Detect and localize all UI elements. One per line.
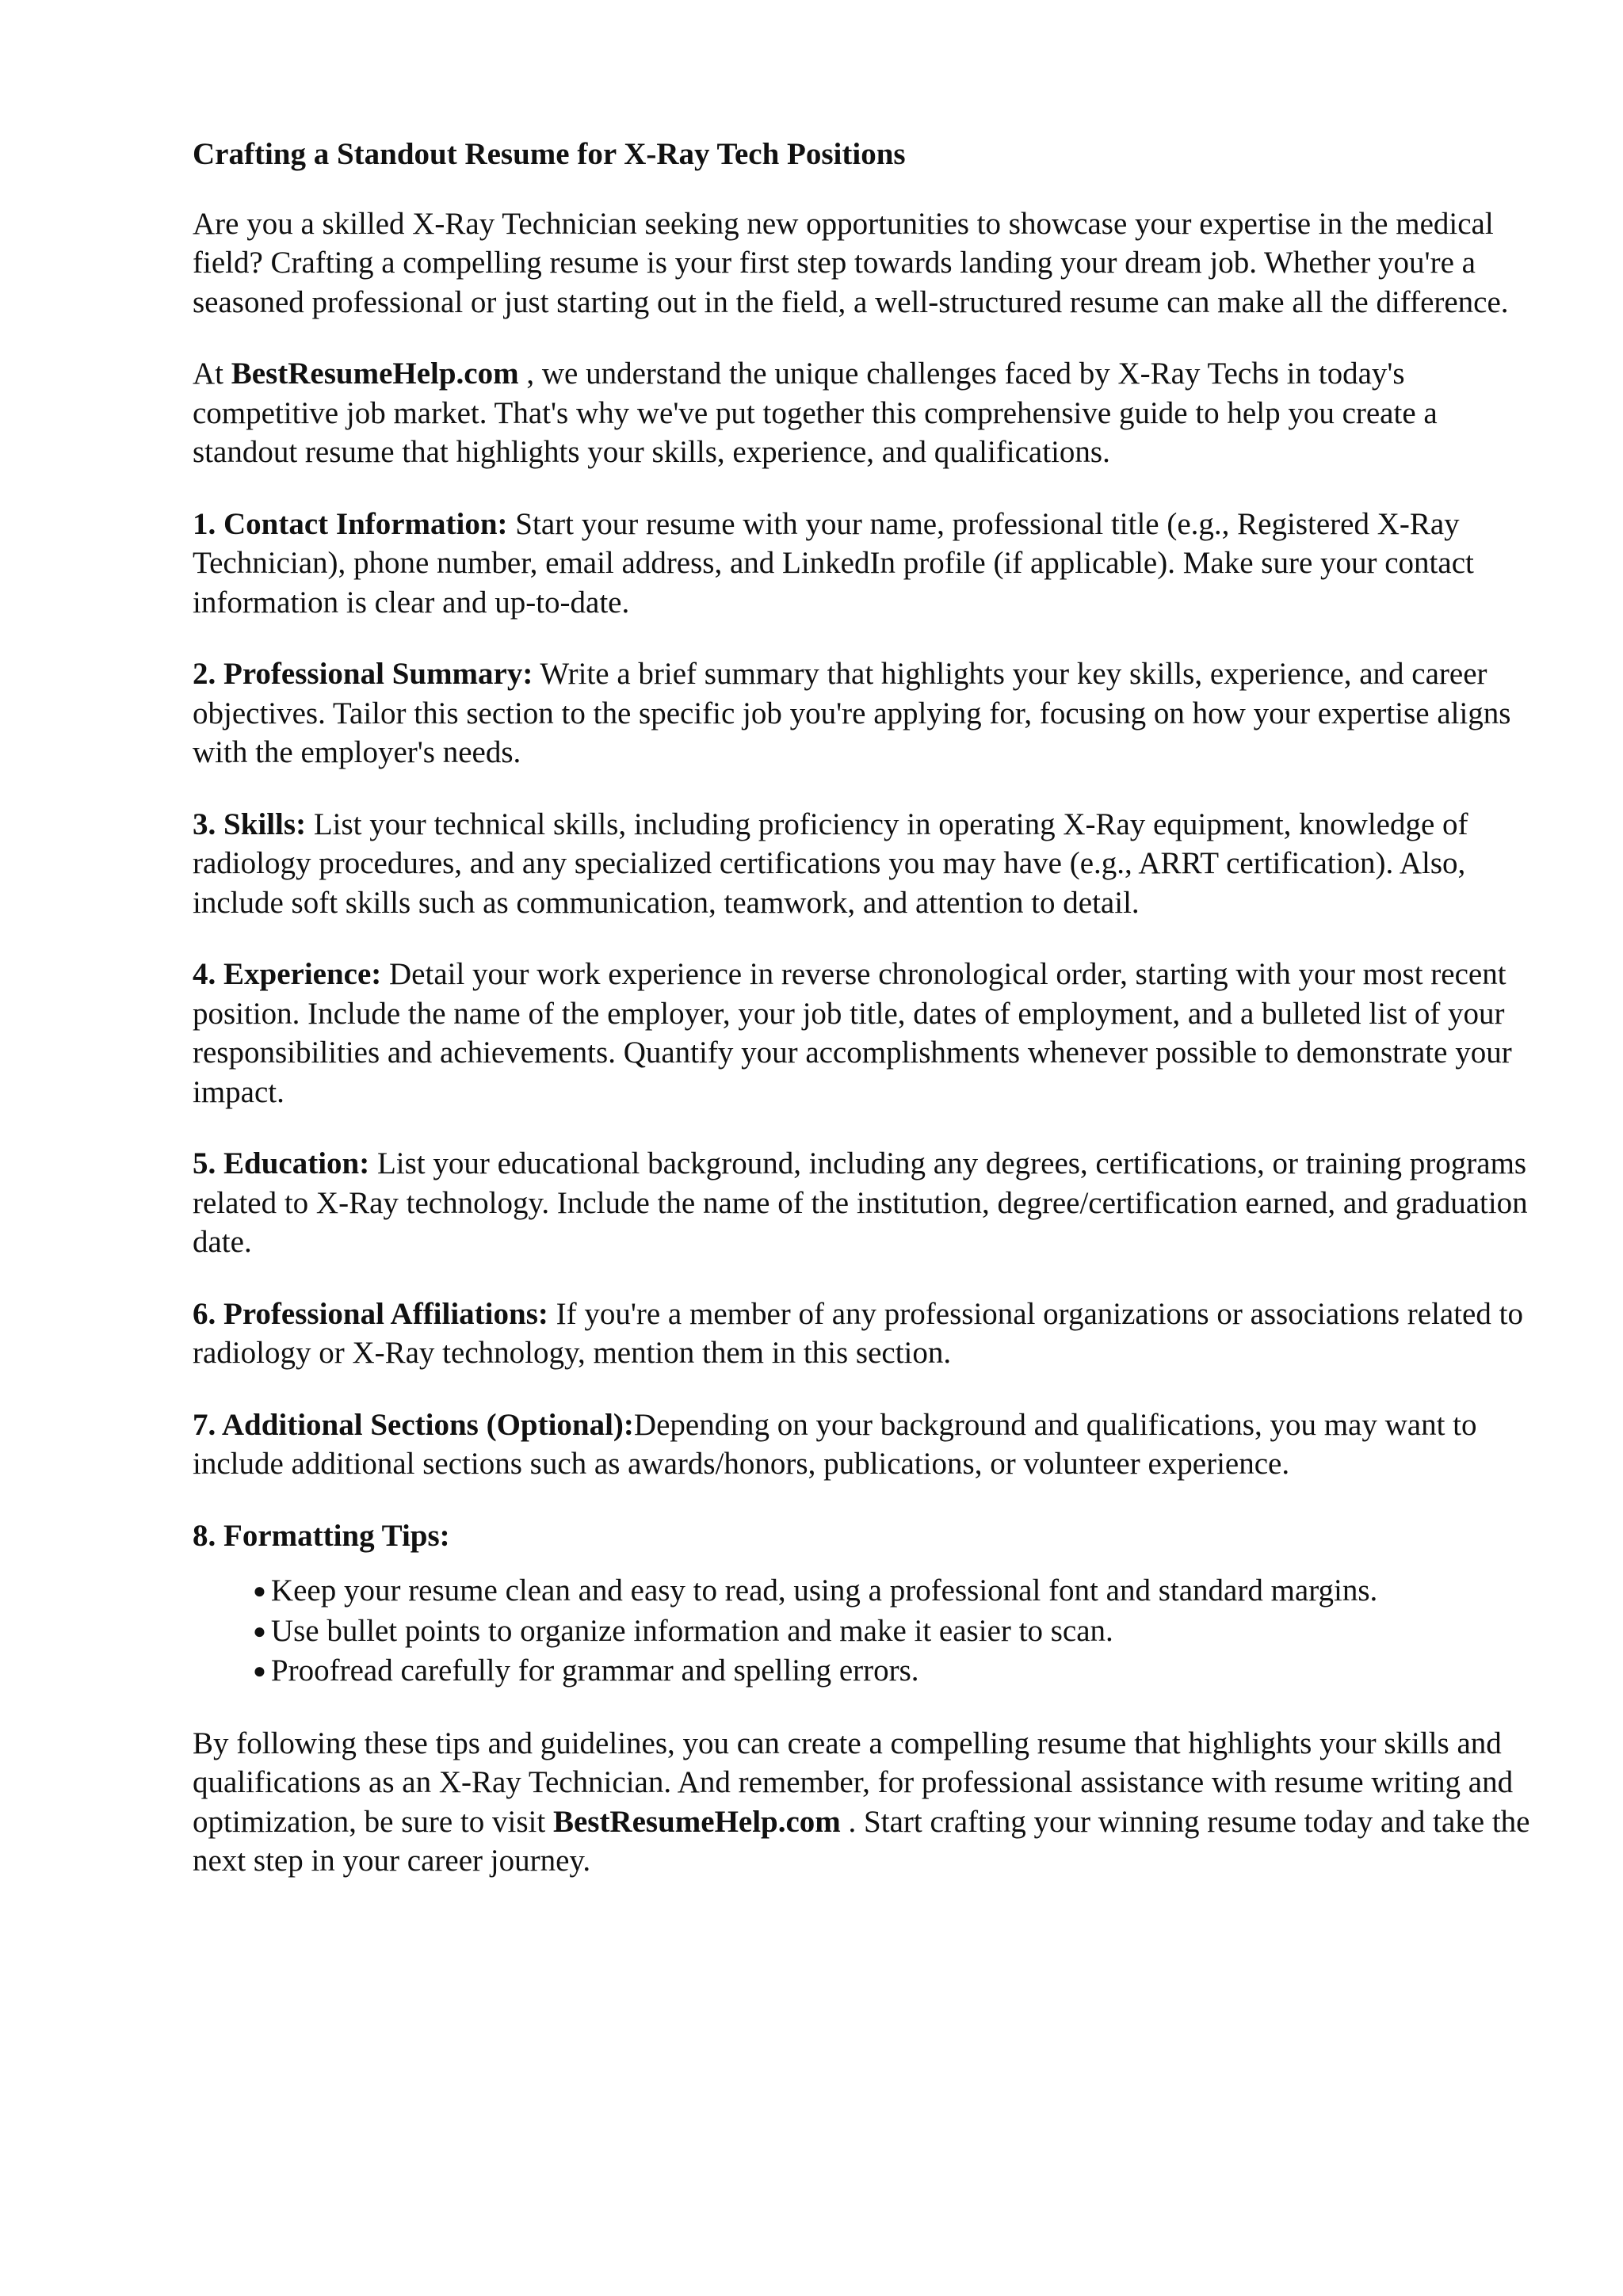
section-heading: 8. Formatting Tips: <box>193 1518 450 1553</box>
section-experience <box>193 955 1540 1112</box>
section-professional-summary <box>193 654 1540 772</box>
section-heading: 6. Professional Affiliations: <box>193 1296 548 1331</box>
section-text: Depending on your background and qualifications, you may want to include additional sections such as awards/honors, publications, or volunteer experience. <box>193 1407 1477 1481</box>
closing-text: . Start crafting your winning resume today and take the next step in your career journey. <box>193 1804 1530 1878</box>
tip-text: Proofread carefully for grammar and spelling errors. <box>270 1653 919 1688</box>
tip-text: Keep your resume clean and easy to read, using a professional font and standard margins. <box>270 1573 1378 1608</box>
closing-text: By following these tips and guidelines, you can create a compelling resume that highlights your skills and qualifications as an X-Ray Technician. And remember, for professional assistance with resume writing and optimization, be sure to visit <box>193 1726 1514 1839</box>
section-text: Detail your work experience in reverse chronological order, starting with your most recent position. Include the name of the employer, your job title, dates of employment, and a bulleted list of your responsibilities and achievements. Quantify your accomplishments whenever possible to demonstrate your impact. <box>193 957 1512 1109</box>
section-professional-affiliations <box>193 1295 1540 1373</box>
section-education <box>193 1144 1540 1262</box>
section-formatting-tips <box>193 1516 1540 1556</box>
section-heading: 7. Additional Sections (Optional): <box>193 1407 634 1442</box>
bullet-icon: ● <box>253 1579 266 1604</box>
section-additional-sections <box>193 1405 1540 1484</box>
document-title: Crafting a Standout Resume for X-Ray Tech Positions <box>193 137 906 171</box>
section-contact-information <box>193 505 1540 623</box>
section-text: List your technical skills, including proficiency in operating X-Ray equipment, knowledge of radiology procedures, and any specialized certifications you may have (e.g., ARRT certification). Also, include soft skills such as communication, teamwork, and attention to detail. <box>193 807 1468 920</box>
brand-name: BestResumeHelp.com <box>552 1804 841 1839</box>
section-text: Write a brief summary that highlights your key skills, experience, and career objectives. Tailor this section to the specific job you're applying for, focusing on how your expertise aligns with the employer's needs. <box>193 657 1511 769</box>
formatting-tips-list <box>193 1571 1540 1691</box>
bullet-icon: ● <box>253 1619 266 1644</box>
list-item <box>253 1571 1540 1611</box>
section-heading: 5. Education: <box>193 1146 370 1180</box>
section-skills <box>193 805 1540 923</box>
intro-paragraph: Are you a skilled X-Ray Technician seeking new opportunities to showcase your expertise in the medical field? Crafting a compelling resume is your first step towards landing your dream job. Whether you're a seasoned professional or just starting out in the field, a well-structured resume can make all the difference. <box>193 206 1509 319</box>
about-paragraph <box>193 354 1540 472</box>
about-text: , we understand the unique challenges faced by X-Ray Techs in today's competitive job market. That's why we've put together this comprehensive guide to help you create a standout resume that highlights your skills, experience, and qualifications. <box>193 357 1438 469</box>
list-item <box>253 1651 1540 1691</box>
tip-text: Use bullet points to organize information and make it easier to scan. <box>270 1613 1113 1648</box>
list-item <box>253 1611 1540 1652</box>
section-text: Start your resume with your name, professional title (e.g., Registered X-Ray Technician), phone number, email address, and LinkedIn profile (if applicable). Make sure your contact information is clear and up-to-date. <box>193 506 1474 620</box>
closing-paragraph <box>193 1724 1540 1881</box>
bullet-icon: ● <box>253 1659 266 1684</box>
section-text: If you're a member of any professional organizations or associations related to radiology or X-Ray technology, mention them in this section. <box>193 1296 1523 1370</box>
section-heading: 3. Skills: <box>193 807 307 841</box>
section-heading: 4. Experience: <box>193 957 382 991</box>
section-heading: 2. Professional Summary: <box>193 657 533 691</box>
brand-name: BestResumeHelp.com <box>231 357 519 391</box>
document-page <box>193 135 1540 1913</box>
about-prefix: At <box>193 357 231 391</box>
section-heading: 1. Contact Information: <box>193 506 508 541</box>
section-text: List your educational background, including any degrees, certifications, or training programs related to X-Ray technology. Include the name of the institution, degree/certification earned, and graduation date. <box>193 1146 1528 1259</box>
